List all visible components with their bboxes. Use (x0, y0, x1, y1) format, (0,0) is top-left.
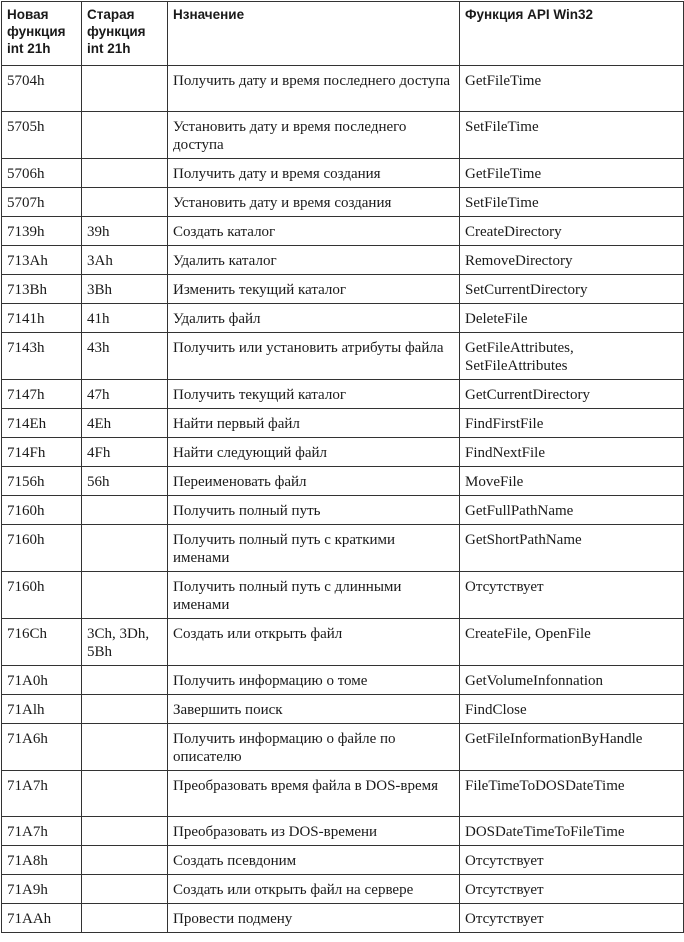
purpose-cell: Преобразовать время файла в DOS-время (168, 771, 460, 817)
header-new-function: Новая функция int 21h (2, 2, 82, 66)
win32-api-cell: GetFullPathName (460, 496, 684, 525)
new-function-cell: 71AAh (2, 904, 82, 933)
purpose-cell: Получить текущий каталог (168, 380, 460, 409)
old-function-cell (82, 846, 168, 875)
new-function-cell: 71A6h (2, 724, 82, 771)
old-function-cell (82, 904, 168, 933)
table-row (2, 666, 684, 695)
purpose-cell: Провести подмену (168, 904, 460, 933)
new-function-cell: 71Alh (2, 695, 82, 724)
table-row (2, 380, 684, 409)
table-row (2, 496, 684, 525)
new-function-cell: 71A7h (2, 817, 82, 846)
purpose-cell: Получить информацию о файле по описателю (168, 724, 460, 771)
old-function-cell (82, 112, 168, 159)
win32-api-cell: GetFileTime (460, 159, 684, 188)
purpose-cell: Получить информацию о томе (168, 666, 460, 695)
new-function-cell: 7160h (2, 525, 82, 572)
win32-api-cell: FindClose (460, 695, 684, 724)
purpose-cell: Получить дату и время создания (168, 159, 460, 188)
table-row (2, 817, 684, 846)
win32-api-cell: Отсутствует (460, 904, 684, 933)
win32-api-cell: GetFileTime (460, 66, 684, 112)
old-function-cell (82, 159, 168, 188)
purpose-cell: Переименовать файл (168, 467, 460, 496)
table-row (2, 275, 684, 304)
new-function-cell: 71A8h (2, 846, 82, 875)
table-row (2, 695, 684, 724)
purpose-cell: Получить дату и время последнего доступа (168, 66, 460, 112)
table-row (2, 159, 684, 188)
purpose-cell: Создать или открыть файл (168, 619, 460, 666)
old-function-cell: 3Ah (82, 246, 168, 275)
win32-api-cell: GetShortPathName (460, 525, 684, 572)
win32-api-cell: SetFileTime (460, 188, 684, 217)
old-function-cell (82, 188, 168, 217)
win32-api-cell: Отсутствует (460, 875, 684, 904)
table-body (2, 66, 684, 933)
table-row (2, 875, 684, 904)
int21-win32-api-table (1, 1, 684, 933)
new-function-cell: 71A7h (2, 771, 82, 817)
header-purpose: Нзначение (168, 2, 460, 66)
old-function-cell (82, 572, 168, 619)
purpose-cell: Получить или установить атрибуты файла (168, 333, 460, 380)
win32-api-cell: GetFileAttributes, SetFileAttributes (460, 333, 684, 380)
new-function-cell: 5706h (2, 159, 82, 188)
header-old-function: Старая функция int 21h (82, 2, 168, 66)
old-function-cell: 4Eh (82, 409, 168, 438)
purpose-cell: Найти следующий файл (168, 438, 460, 467)
old-function-cell: 3Bh (82, 275, 168, 304)
old-function-cell (82, 771, 168, 817)
win32-api-cell: FindFirstFile (460, 409, 684, 438)
table-row (2, 66, 684, 112)
old-function-cell: 56h (82, 467, 168, 496)
win32-api-cell: CreateDirectory (460, 217, 684, 246)
purpose-cell: Создать псевдоним (168, 846, 460, 875)
old-function-cell (82, 817, 168, 846)
win32-api-cell: FindNextFile (460, 438, 684, 467)
old-function-cell (82, 525, 168, 572)
table-header-row (2, 2, 684, 66)
old-function-cell: 4Fh (82, 438, 168, 467)
table-row (2, 112, 684, 159)
win32-api-cell: SetFileTime (460, 112, 684, 159)
win32-api-cell: GetVolumeInfonnation (460, 666, 684, 695)
win32-api-cell: Отсутствует (460, 846, 684, 875)
new-function-cell: 7139h (2, 217, 82, 246)
table-row (2, 217, 684, 246)
old-function-cell: 3Ch, 3Dh, 5Bh (82, 619, 168, 666)
new-function-cell: 71A9h (2, 875, 82, 904)
purpose-cell: Удалить каталог (168, 246, 460, 275)
old-function-cell (82, 666, 168, 695)
win32-api-cell: FileTimeToDOSDateTime (460, 771, 684, 817)
win32-api-cell: DeleteFile (460, 304, 684, 333)
new-function-cell: 5704h (2, 66, 82, 112)
header-win32-api: Функция API Win32 (460, 2, 684, 66)
old-function-cell (82, 66, 168, 112)
new-function-cell: 5705h (2, 112, 82, 159)
new-function-cell: 7143h (2, 333, 82, 380)
table-row (2, 619, 684, 666)
table-row (2, 904, 684, 933)
win32-api-cell: MoveFile (460, 467, 684, 496)
table-row (2, 409, 684, 438)
table-row (2, 525, 684, 572)
purpose-cell: Найти первый файл (168, 409, 460, 438)
table-row (2, 188, 684, 217)
old-function-cell (82, 875, 168, 904)
table-row (2, 438, 684, 467)
new-function-cell: 7156h (2, 467, 82, 496)
purpose-cell: Создать каталог (168, 217, 460, 246)
old-function-cell: 47h (82, 380, 168, 409)
table-row (2, 467, 684, 496)
purpose-cell: Преобразовать из DOS-времени (168, 817, 460, 846)
table-row (2, 771, 684, 817)
new-function-cell: 7160h (2, 496, 82, 525)
new-function-cell: 7160h (2, 572, 82, 619)
win32-api-cell: DOSDateTimeToFileTime (460, 817, 684, 846)
new-function-cell: 7147h (2, 380, 82, 409)
purpose-cell: Получить полный путь с длинными именами (168, 572, 460, 619)
purpose-cell: Получить полный путь (168, 496, 460, 525)
win32-api-cell: GetFileInformationByHandle (460, 724, 684, 771)
old-function-cell (82, 496, 168, 525)
old-function-cell (82, 724, 168, 771)
new-function-cell: 713Bh (2, 275, 82, 304)
win32-api-cell: GetCurrentDirectory (460, 380, 684, 409)
table-row (2, 724, 684, 771)
win32-api-cell: SetCurrentDirectory (460, 275, 684, 304)
old-function-cell (82, 695, 168, 724)
old-function-cell: 41h (82, 304, 168, 333)
table-row (2, 304, 684, 333)
new-function-cell: 714Eh (2, 409, 82, 438)
purpose-cell: Получить полный путь с краткими именами (168, 525, 460, 572)
purpose-cell: Удалить файл (168, 304, 460, 333)
purpose-cell: Создать или открыть файл на сервере (168, 875, 460, 904)
purpose-cell: Изменить текущий каталог (168, 275, 460, 304)
table-row (2, 246, 684, 275)
old-function-cell: 39h (82, 217, 168, 246)
new-function-cell: 714Fh (2, 438, 82, 467)
purpose-cell: Завершить поиск (168, 695, 460, 724)
table-row (2, 572, 684, 619)
table-row (2, 333, 684, 380)
win32-api-cell: CreateFile, OpenFile (460, 619, 684, 666)
purpose-cell: Установить дату и время создания (168, 188, 460, 217)
purpose-cell: Установить дату и время последнего доступа (168, 112, 460, 159)
new-function-cell: 713Ah (2, 246, 82, 275)
table-row (2, 846, 684, 875)
new-function-cell: 7141h (2, 304, 82, 333)
new-function-cell: 5707h (2, 188, 82, 217)
old-function-cell: 43h (82, 333, 168, 380)
new-function-cell: 716Ch (2, 619, 82, 666)
new-function-cell: 71A0h (2, 666, 82, 695)
win32-api-cell: Отсутствует (460, 572, 684, 619)
win32-api-cell: RemoveDirectory (460, 246, 684, 275)
